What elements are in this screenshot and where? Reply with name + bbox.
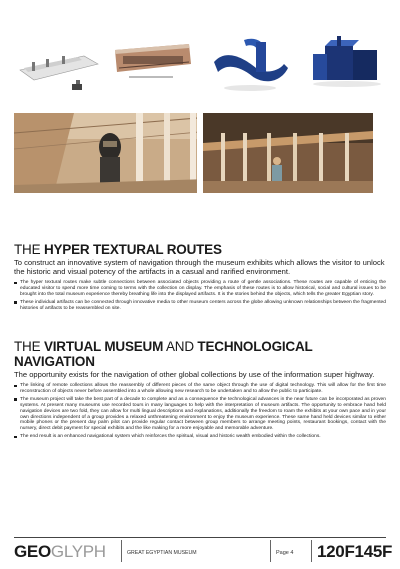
bullet-paragraph <box>14 280 386 298</box>
heading-plain-part: AND <box>163 339 198 354</box>
geoglyph-logo <box>14 543 106 561</box>
footer-divider <box>270 540 271 562</box>
project-name: GREAT EGYPTIAN MUSEUM <box>127 550 197 556</box>
bullet-text: The linking of remote collections allows the reassembly of different pieces of the same object through the use of digital technology. This will allow for the first time reconstruction of objects never before assembled into a whole allowing new research to be undertaken and to allow the public to participate. <box>20 383 386 394</box>
bullet-text: The end result is an enhanced navigational system which reinforces the spiritual, visual and historic wealth embodied within the collections. <box>20 434 321 440</box>
bullet-paragraph <box>14 434 386 440</box>
photo-sarcophagus-gallery <box>14 113 197 193</box>
bullet-paragraph <box>14 300 386 312</box>
page-footer <box>14 537 393 563</box>
render-thumbnails <box>14 18 386 100</box>
heading-bold-part: HYPER TEXTURAL ROUTES <box>43 242 222 257</box>
bullet-square-icon <box>14 385 17 388</box>
logo-light-part: GLYPH <box>50 542 106 561</box>
bullet-square-icon <box>14 282 17 285</box>
bullet-paragraph <box>14 383 386 395</box>
footer-divider <box>311 540 312 562</box>
bullet-text: These individual artifacts can be connected through innovative media to other museum centers across the globe allowing unknown relationships between the fragmented histories of artifacts to be reassembled on site. <box>20 299 386 311</box>
section-hyper-textural-routes <box>14 242 386 314</box>
bullet-square-icon <box>14 398 17 401</box>
render-blue-sculpture <box>204 18 291 100</box>
section-intro: To construct an innovative system of navigation through the museum exhibits which allows the visitor to unlock the historic and visual potency of the artifacts in a casual and rarified environment. <box>14 258 385 276</box>
page-number: Page 4 <box>276 550 294 556</box>
interior-photos <box>14 113 386 193</box>
photo-hall-visitor <box>203 113 386 193</box>
section-virtual-museum <box>14 339 386 442</box>
section-heading <box>14 242 386 257</box>
section-heading <box>14 339 386 369</box>
entry-code: 120F145F <box>317 542 393 561</box>
heading-bold-part: VIRTUAL MUSEUM <box>43 339 164 354</box>
footer-divider <box>121 540 122 562</box>
heading-bold-part: TECHNOLOGICAL NAVIGATION <box>14 339 313 369</box>
bullet-paragraph <box>14 397 386 432</box>
render-blue-volumes <box>299 18 386 100</box>
section-intro: The opportunity exists for the navigation of other global collections by use of the information super highway. <box>14 370 375 379</box>
heading-plain-part: THE <box>14 242 44 257</box>
heading-plain-part: THE <box>14 339 44 354</box>
bullet-text: The museum project will take the best part of a decade to complete and as a consequence the technological advances in the near future can be incorporated as proven systems. At present many museums use recorded tours in many languages to help with the interpretation of museum artifacts. The opportunity to embrace hand held navigation devices are two fold, they can allow for multi lingual descriptions and explanations, additionally the freedom to roam the exhibits at your own pace and in your own directions independent of a group provides a relaxed unthreatening environment to enjoy the museum experience. These same hand held devices similar to either mobile phones or the present day palm pilot can provide regular contact between group members to arrange meeting points, restaurant bookings, contact with the nursery, direct debit payment for special exhibits and the like making for a more enjoyable and memorable adventure. <box>20 396 386 432</box>
bullet-square-icon <box>14 301 17 304</box>
logo-bold-part: GEO <box>14 542 51 561</box>
footer-rule <box>14 537 386 538</box>
render-building-section <box>109 18 196 100</box>
render-plan-model <box>14 18 101 100</box>
bullet-square-icon <box>14 436 17 439</box>
bullet-text: The hyper textural routes make subtle connections between associated objects providing a route of gentle associations. These routes are capable of enticing the educated visitor to spend more time coming to terms with the collection on display. The emphasis of these routes is to allow historical, social and cultural issues to be brought into the total museum experience thereby breathing life into the displayed artifacts. It is the stories behind the objects, which tells the greater Egyptian story. <box>20 280 386 297</box>
